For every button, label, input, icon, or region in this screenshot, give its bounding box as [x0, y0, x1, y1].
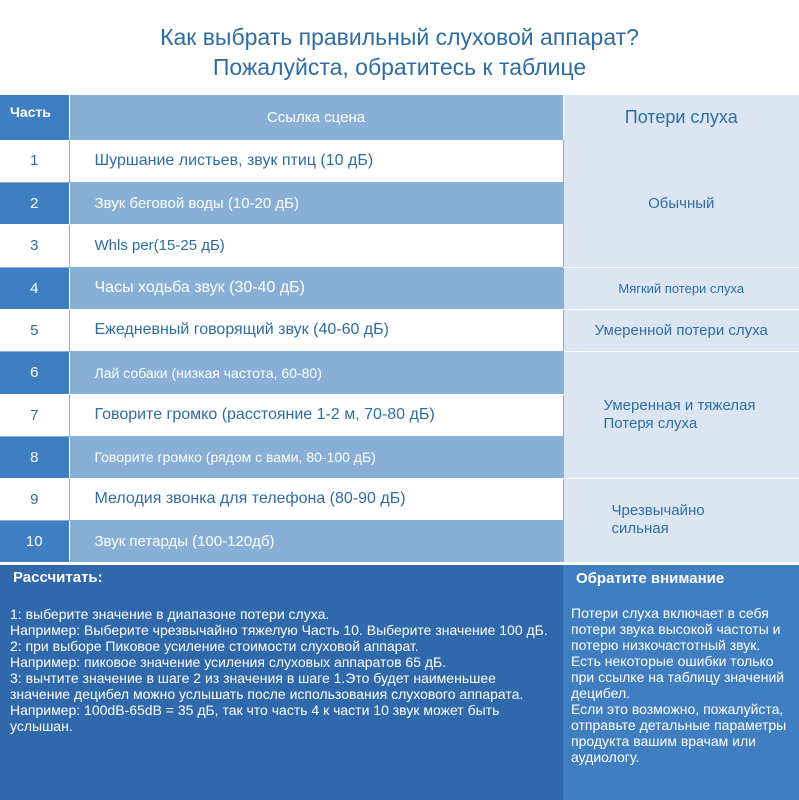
row-number: 8 — [0, 436, 69, 478]
row-reference: Лай собаки (низкая частота, 60-80) — [69, 351, 563, 394]
row-reference: Часы ходьба звук (30-40 дБ) — [69, 267, 563, 309]
row-number: 1 — [0, 140, 69, 182]
table-row — [0, 478, 799, 520]
note-panel — [563, 565, 799, 800]
table-row — [0, 140, 799, 182]
row-number: 6 — [0, 351, 69, 394]
calculate-step: 2: при выборе Пиковое усиление стоимости слуховой аппарат. — [10, 638, 419, 654]
header-reference: Ссылка сцена — [69, 95, 563, 140]
table-header-row — [0, 95, 799, 140]
loss-moderate-severe-line1: Умеренная и тяжелая — [603, 396, 756, 414]
row-reference: Говорите громко (рядом с вами, 80-100 дБ) — [69, 436, 563, 478]
row-reference: Шуршание листьев, звук птиц (10 дБ) — [69, 140, 563, 182]
row-number: 3 — [0, 224, 69, 267]
table-row — [0, 309, 799, 351]
loss-profound-line2: сильная — [611, 520, 669, 537]
title-line-1: Как выбрать правильный слуховой аппарат? — [160, 24, 639, 50]
row-reference: Whls per(15-25 дБ) — [69, 224, 563, 267]
page-title — [0, 0, 799, 95]
row-reference: Звук беговой воды (10-20 дБ) — [69, 182, 563, 224]
row-number: 10 — [0, 520, 69, 562]
calculate-step: Например: 100dB-65dB = 35 дБ, так что часть 4 к части 10 звук может быть услышан. — [10, 702, 500, 734]
loss-mild: Мягкий потери слуха — [618, 280, 745, 296]
note-heading: Обратите внимание — [576, 570, 725, 587]
row-number: 2 — [0, 182, 69, 224]
loss-profound-line1: Чрезвычайно — [611, 502, 705, 519]
header-part: Часть — [0, 95, 69, 140]
loss-moderate-severe — [563, 351, 799, 478]
row-reference: Ежедневный говорящий звук (40-60 дБ) — [69, 309, 563, 351]
calculate-step: Например: Выберите чрезвычайно тяжелую Часть 10. Выберите значение 100 дБ. — [10, 622, 548, 638]
note-line: Есть некоторые ошибки только при ссылке на таблицу значений децибел. — [571, 653, 785, 701]
row-number: 4 — [0, 267, 69, 309]
calculate-heading: Рассчитать: — [13, 569, 103, 586]
title-line-2: Пожалуйста, обратитесь к таблице — [212, 54, 587, 80]
row-number: 7 — [0, 394, 69, 436]
calculate-step: Например: пиковое значение усиления слуховых аппаратов 65 дБ. — [10, 654, 447, 670]
note-line: Если это возможно, пожалуйста, отправьте детальные параметры продукта вашим врачам или аудиологу. — [571, 701, 787, 765]
calculate-panel — [0, 565, 563, 800]
calculate-step: 3: вычтите значение в шаге 2 из значения в шаге 1.Это будет наименьшее значение децибел можно услышать после использования слухового аппарата. — [10, 670, 524, 702]
row-reference: Мелодия звонка для телефона (80-90 дБ) — [69, 478, 563, 520]
calculate-step: 1: выберите значение в диапазоне потери слуха. — [10, 606, 330, 622]
loss-normal: Обычный — [563, 140, 799, 267]
table-row — [0, 351, 799, 394]
header-hearing-loss: Потери слуха — [563, 95, 799, 140]
table-row — [0, 267, 799, 309]
row-reference: Говорите громко (расстояние 1-2 м, 70-80 дБ) — [69, 394, 563, 436]
loss-moderate: Умеренной потери слуха — [563, 309, 799, 351]
loss-moderate-severe-line2: Потеря слуха — [603, 414, 698, 432]
row-number: 5 — [0, 309, 69, 351]
note-line: Потери слуха включает в себя потери звука высокой частоты и потерю низкочастотный звук. — [571, 605, 781, 653]
hearing-table — [0, 95, 799, 563]
row-reference: Звук петарды (100-120дб) — [69, 520, 563, 562]
row-number: 9 — [0, 478, 69, 520]
loss-profound — [563, 478, 799, 562]
